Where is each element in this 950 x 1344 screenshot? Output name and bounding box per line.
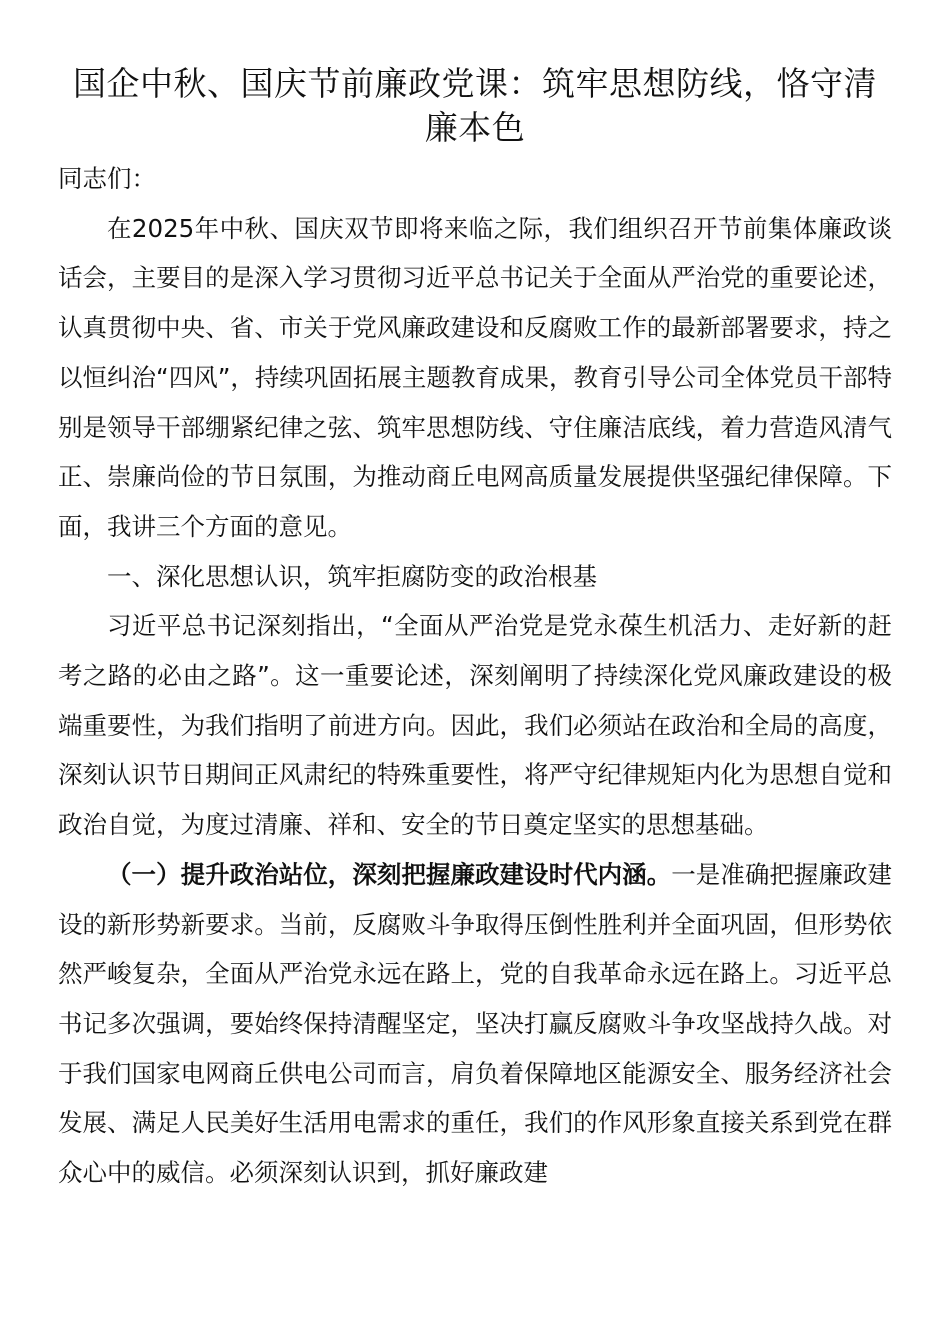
- section-1-body: 习近平总书记深刻指出，“全面从严治党是党永葆生机活力、走好新的赶考之路的必由之路”。这一重要论述，深刻阐明了持续深化党风廉政建设的极端重要性，为我们指明了前进方向。因此，我们必须站在政治和全局的高度，深刻认识节日期间正风肃纪的特殊重要性，将严守纪律规矩内化为思想自觉和政治自觉，为度过清廉、祥和、安全的节日奠定坚实的思想基础。: [58, 611, 892, 840]
- salutation: 同志们：: [58, 164, 156, 193]
- subsection-1-paragraph: [58, 850, 892, 1198]
- subsection-1-lead: （一）提升政治站位，深刻把握廉政建设时代内涵。: [107, 859, 672, 889]
- subsection-1-body: 一是准确把握廉政建设的新形势新要求。当前，反腐败斗争取得压倒性胜利并全面巩固，但形势依然严峻复杂，全面从严治党永远在路上，党的自我革命永远在路上。习近平总书记多次强调，要始终保持清醒坚定，坚决打赢反腐败斗争攻坚战持久战。对于我们国家电网商丘供电公司而言，肩负着保障地区能源安全、服务经济社会发展、满足人民美好生活用电需求的重任，我们的作风形象直接关系到党在群众心中的威信。必须深刻认识到，抓好廉政建: [58, 859, 893, 1188]
- document-title: 国企中秋、国庆节前廉政党课：筑牢思想防线，恪守清廉本色: [73, 64, 877, 147]
- intro-paragraph: 在2025年中秋、国庆双节即将来临之际，我们组织召开节前集体廉政谈话会，主要目的是深入学习贯彻习近平总书记关于全面从严治党的重要论述，认真贯彻中央、省、市关于党风廉政建设和反腐败工作的最新部署要求，持之以恒纠治“四风”，持续巩固拓展主题教育成果，教育引导公司全体党员干部特别是领导干部绷紧纪律之弦、筑牢思想防线、守住廉洁底线，着力营造风清气正、崇廉尚俭的节日氛围，为推动商丘电网高质量发展提供坚强纪律保障。下面，我讲三个方面的意见。: [58, 213, 892, 541]
- section-1-heading: 一、深化思想认识，筑牢拒腐防变的政治根基: [107, 561, 597, 591]
- document-page: [58, 62, 892, 1198]
